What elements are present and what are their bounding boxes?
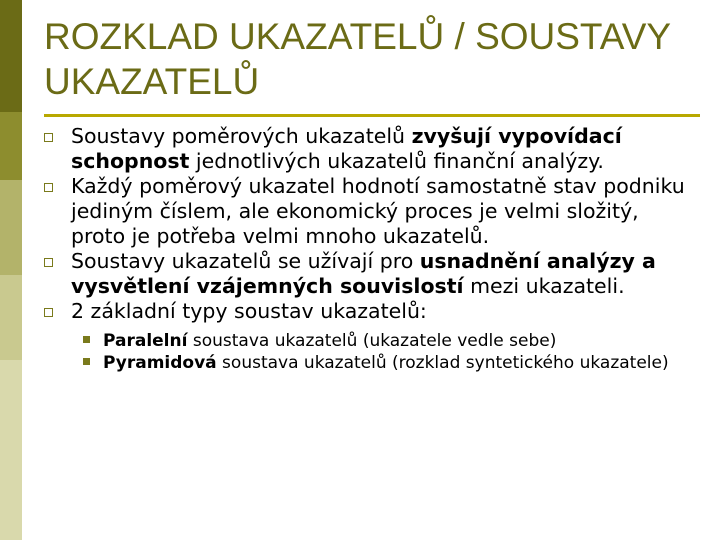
slide-title: ROZKLAD UKAZATELŮ / SOUSTAVY UKAZATELŮ — [44, 16, 671, 102]
decorative-side-bar — [0, 0, 22, 540]
slide-content — [44, 124, 694, 374]
side-bar-segment — [0, 0, 22, 112]
list-item — [44, 124, 694, 174]
bullet-text: Každý poměrový ukazatel hodnotí samostatně stav podniku jediným číslem, ale ekonomický proces je velmi složitý, proto je potřeba velmi mnoho ukazatelů. — [71, 174, 685, 248]
sub-bullet-text: soustava ukazatelů (rozklad syntetického ukazatele) — [216, 353, 669, 373]
list-item — [44, 174, 694, 249]
sub-bullet-list — [71, 330, 694, 374]
title-underline — [44, 114, 700, 117]
side-bar-segment — [0, 360, 22, 540]
sub-bullet-emphasis: Paralelní — [103, 331, 188, 351]
filled-square-bullet-icon — [83, 336, 90, 343]
hollow-square-bullet-icon — [44, 183, 53, 192]
sub-list-item — [71, 352, 694, 374]
bullet-list — [44, 124, 694, 374]
sub-list-item — [71, 330, 694, 352]
bullet-text: mezi ukazateli. — [463, 274, 625, 298]
side-bar-segment — [0, 180, 22, 275]
list-item — [44, 249, 694, 299]
hollow-square-bullet-icon — [44, 258, 53, 267]
bullet-emphasis: usnadnění analýzy a vysvětlení vzájemných souvislostí — [71, 249, 656, 298]
bullet-text: jednotlivých ukazatelů finanční analýzy. — [189, 149, 604, 173]
bullet-text: Soustavy poměrových ukazatelů — [71, 124, 412, 148]
bullet-emphasis: zvyšují vypovídací schopnost — [71, 124, 622, 173]
hollow-square-bullet-icon — [44, 308, 53, 317]
side-bar-segment — [0, 112, 22, 180]
sub-bullet-emphasis: Pyramidová — [103, 353, 217, 373]
list-item — [44, 299, 694, 374]
bullet-text: Soustavy ukazatelů se užívají pro — [71, 249, 420, 273]
hollow-square-bullet-icon — [44, 133, 53, 142]
sub-bullet-text: soustava ukazatelů (ukazatele vedle sebe) — [187, 331, 557, 351]
side-bar-segment — [0, 275, 22, 360]
bullet-text: 2 základní typy soustav ukazatelů: — [71, 299, 427, 323]
filled-square-bullet-icon — [83, 358, 90, 365]
